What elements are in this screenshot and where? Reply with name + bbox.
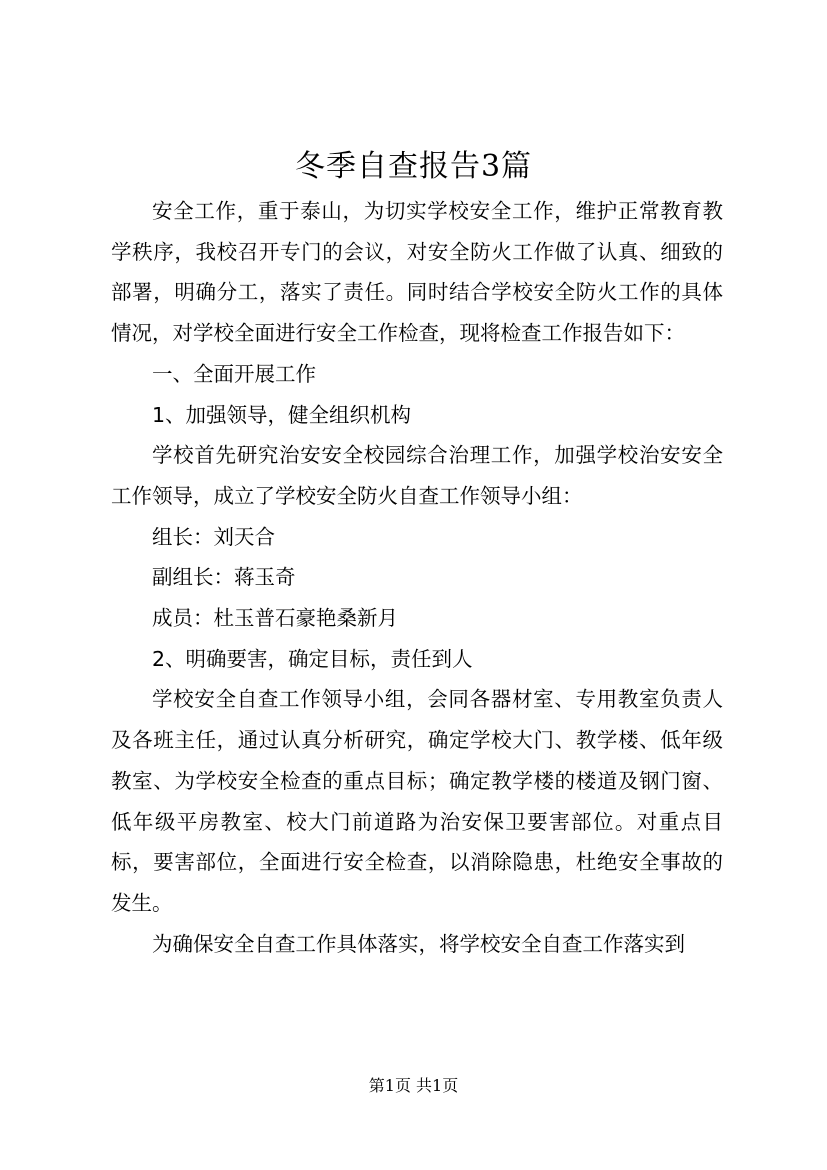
subheading-1: 1、加强领导，健全组织机构 [152,402,412,427]
section-heading-1: 一、全面开展工作 [152,361,316,386]
paragraph-intro: 安全工作，重于泰山，为切实学校安全工作，维护正常教育教学秩序，我校召开专门的会议，对安全防火工作做了认真、细致的部署，明确分工，落实了责任。同时结合学校安全防火工作的具体情况，对学校全面进行安全工作检查，现将检查工作报告如下： [111,199,723,346]
members-line: 成员：杜玉普石豪艳桑新月 [152,606,398,631]
deputy-leader-line: 副组长：蒋玉奇 [152,565,296,590]
paragraph-targets: 学校安全自查工作领导小组，会同各器材室、专用教室负责人及各班主任，通过认真分析研究，确定学校大门、教学楼、低年级教室、为学校安全检查的重点目标；确定教学楼的楼道及钢门窗、低年级平房教室、校大门前道路为治安保卫要害部位。对重点目标，要害部位，全面进行安全检查，以消除隐患，杜绝安全事故的发生。 [111,687,723,915]
leader-line: 组长：刘天合 [152,524,275,549]
page-footer: 第1页 共1页 [368,1076,459,1095]
paragraph-implementation: 为确保安全自查工作具体落实，将学校安全自查工作落实到 [152,931,685,956]
document-title: 冬季自查报告3篇 [294,149,533,184]
paragraph-leadership: 学校首先研究治安安全校园综合治理工作，加强学校治安安全工作领导，成立了学校安全防火自查工作领导小组： [111,443,723,508]
document-body [111,191,723,964]
subheading-2: 2、明确要害，确定目标，责任到人 [152,646,473,671]
